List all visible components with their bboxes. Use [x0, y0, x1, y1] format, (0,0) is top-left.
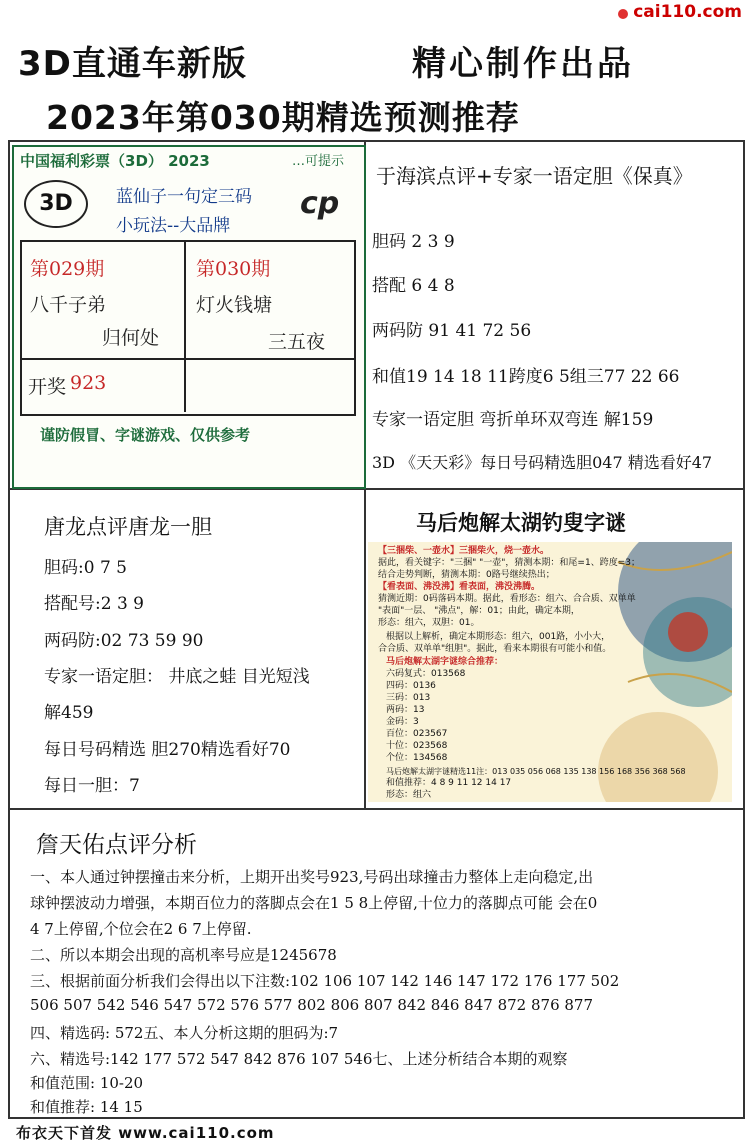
analysis-line: 一、本人通过钟摆撞击来分析，上期开出奖号923,号码出球撞击力整体上走向稳定,出	[30, 868, 594, 886]
3d-logo-icon: 3D	[24, 180, 88, 228]
ticket-stamp: …可提示	[292, 154, 345, 169]
footer-source[interactable]: 布衣天下首发 www.cai110.com	[16, 1124, 275, 1142]
divider-middle	[364, 488, 366, 808]
riddle-text: 【三捆柴、一壶水】三捆柴火，烧一壶水。	[378, 546, 550, 556]
cur-issue: 第030期	[196, 258, 271, 280]
analysis-line: 六、精选号:142 177 572 547 842 876 107 546七、上述分析结合本期的观察	[30, 1050, 568, 1068]
riddle-text: 金码：3	[386, 717, 419, 727]
site-brand[interactable]: cai110.com	[633, 2, 742, 22]
analysis-line: 和值推荐: 14 15	[30, 1098, 143, 1116]
ticket-warning: 谨防假冒、字谜游戏、仅供参考	[40, 426, 251, 444]
riddle-text: 十位：023568	[386, 741, 448, 751]
analysis-line: 四、精选码: 572五、本人分析这期的胆码为:7	[30, 1024, 339, 1042]
analysis-line: 506 507 542 546 547 572 576 577 802 806 807 842 846 847 872 876 877	[30, 996, 594, 1014]
tanglong-line: 专家一语定胆： 井底之蛙 目光短浅	[44, 667, 310, 687]
tanglong-line: 两码防:02 73 59 90	[44, 631, 204, 651]
tanglong-line: 解459	[44, 703, 94, 723]
riddle-text: 形态：组六	[386, 790, 432, 800]
riddle-text: 和值推荐：4 8 9 11 12 14 17	[386, 778, 512, 788]
draw-label: 开奖	[28, 376, 67, 398]
cur-riddle-line1: 灯火钱塘	[196, 294, 273, 316]
riddle-text: 马后炮解太湖字谜综合推荐：	[386, 657, 504, 667]
analysis-line: 和值范围: 10-20	[30, 1074, 144, 1092]
expert-line: 和值19 14 18 11跨度6 5组三77 22 66	[372, 367, 680, 387]
grid-divider-h	[20, 358, 354, 360]
riddle-text: 百位：023567	[386, 729, 448, 739]
tanglong-line: 每日号码精选 胆270精选看好70	[44, 740, 291, 760]
riddle-text: 据此，看关键字："三捆" "一壶"，猜测本期：和尾=1、跨度=3；	[378, 558, 640, 568]
site-logo-dot-icon	[618, 9, 628, 19]
zhantianyou-title: 詹天佑点评分析	[36, 832, 197, 858]
analysis-line: 三、根据前面分析我们会得出以下注数:102 106 107 142 146 147 172 176 177 502	[30, 972, 620, 990]
grid-divider-v	[184, 240, 186, 412]
tanglong-title: 唐龙点评唐龙一胆	[44, 515, 212, 539]
draw-value: 923	[70, 372, 107, 394]
riddle-text: 形态：组六，双胆：01。	[378, 618, 480, 628]
analysis-line: 球钟摆波动力增强，本期百位力的落脚点会在1 5 8上停留,十位力的落脚点可能 会在0	[30, 894, 598, 912]
page-title-right: 精心制作出品	[412, 44, 634, 84]
divider-bottom	[8, 808, 743, 810]
riddle-text: 根据以上解析，确定本期形态：组六，001路，小小大，	[386, 632, 611, 642]
prev-riddle-line2: 归何处	[102, 327, 160, 349]
riddle-text: 马后炮解太湖字谜精选11注：013 035 056 068 135 138 156 168 356 368 568	[386, 767, 686, 776]
riddle-text: 【看表面、沸没沸】看表面，沸没沸腾。	[378, 582, 541, 592]
ticket-slogan: 蓝仙子一句定三码	[116, 187, 252, 207]
riddle-text: "表面"一层、 "沸点"，解：01；由此，确定本期，	[378, 606, 580, 616]
riddle-text: 四码：0136	[386, 681, 436, 691]
expert-line: 两码防 91 41 72 56	[372, 321, 532, 341]
expert-line: 搭配 6 4 8	[372, 276, 455, 296]
tanglong-line: 每日一胆：7	[44, 776, 140, 796]
riddle-text: 猜测近期：0码落码本期。据此，看形态：组六、合合质、双单单	[378, 594, 636, 604]
tanglong-line: 搭配号:2 3 9	[44, 594, 144, 614]
expert-line: 3D 《天天彩》每日号码精选胆047 精选看好47	[372, 453, 713, 472]
ticket-header: 中国福利彩票（3D） 2023	[20, 152, 210, 170]
prev-issue: 第029期	[30, 258, 105, 280]
ticket-tagline: 小玩法--大品牌	[116, 216, 231, 236]
expert-line: 胆码 2 3 9	[372, 232, 455, 252]
page-subtitle: 2023年第030期精选预测推荐	[46, 98, 520, 137]
riddle-text: 三码：013	[386, 693, 431, 703]
tanglong-line: 胆码:0 7 5	[44, 558, 127, 578]
cp-logo-icon: cp	[300, 186, 340, 221]
expert-title: 于海滨点评+专家一语定胆《保真》	[376, 164, 693, 188]
expert-line: 专家一语定胆 弯折单环双弯连 解159	[372, 410, 654, 430]
riddle-title: 马后炮解太湖钓叟字谜	[416, 511, 626, 535]
riddle-text: 个位：134568	[386, 753, 448, 763]
riddle-text: 合合质、双单单"组胆"。据此，看来本期很有可能小和值。	[378, 644, 612, 654]
analysis-line: 二、所以本期会出现的高机率号应是1245678	[30, 946, 337, 964]
riddle-text: 两码：13	[386, 705, 425, 715]
page-title-left: 3D直通车新版	[18, 44, 247, 84]
riddle-image	[368, 542, 732, 802]
riddle-text: 结合走势判断，猜测本期：0路号继续热出；	[378, 570, 555, 580]
analysis-line: 4 7上停留,个位会在2 6 7上停留.	[30, 920, 252, 938]
riddle-text: 六码复式：013568	[386, 669, 466, 679]
prev-riddle-line1: 八千子弟	[30, 294, 107, 316]
cur-riddle-line2: 三五夜	[268, 331, 326, 353]
